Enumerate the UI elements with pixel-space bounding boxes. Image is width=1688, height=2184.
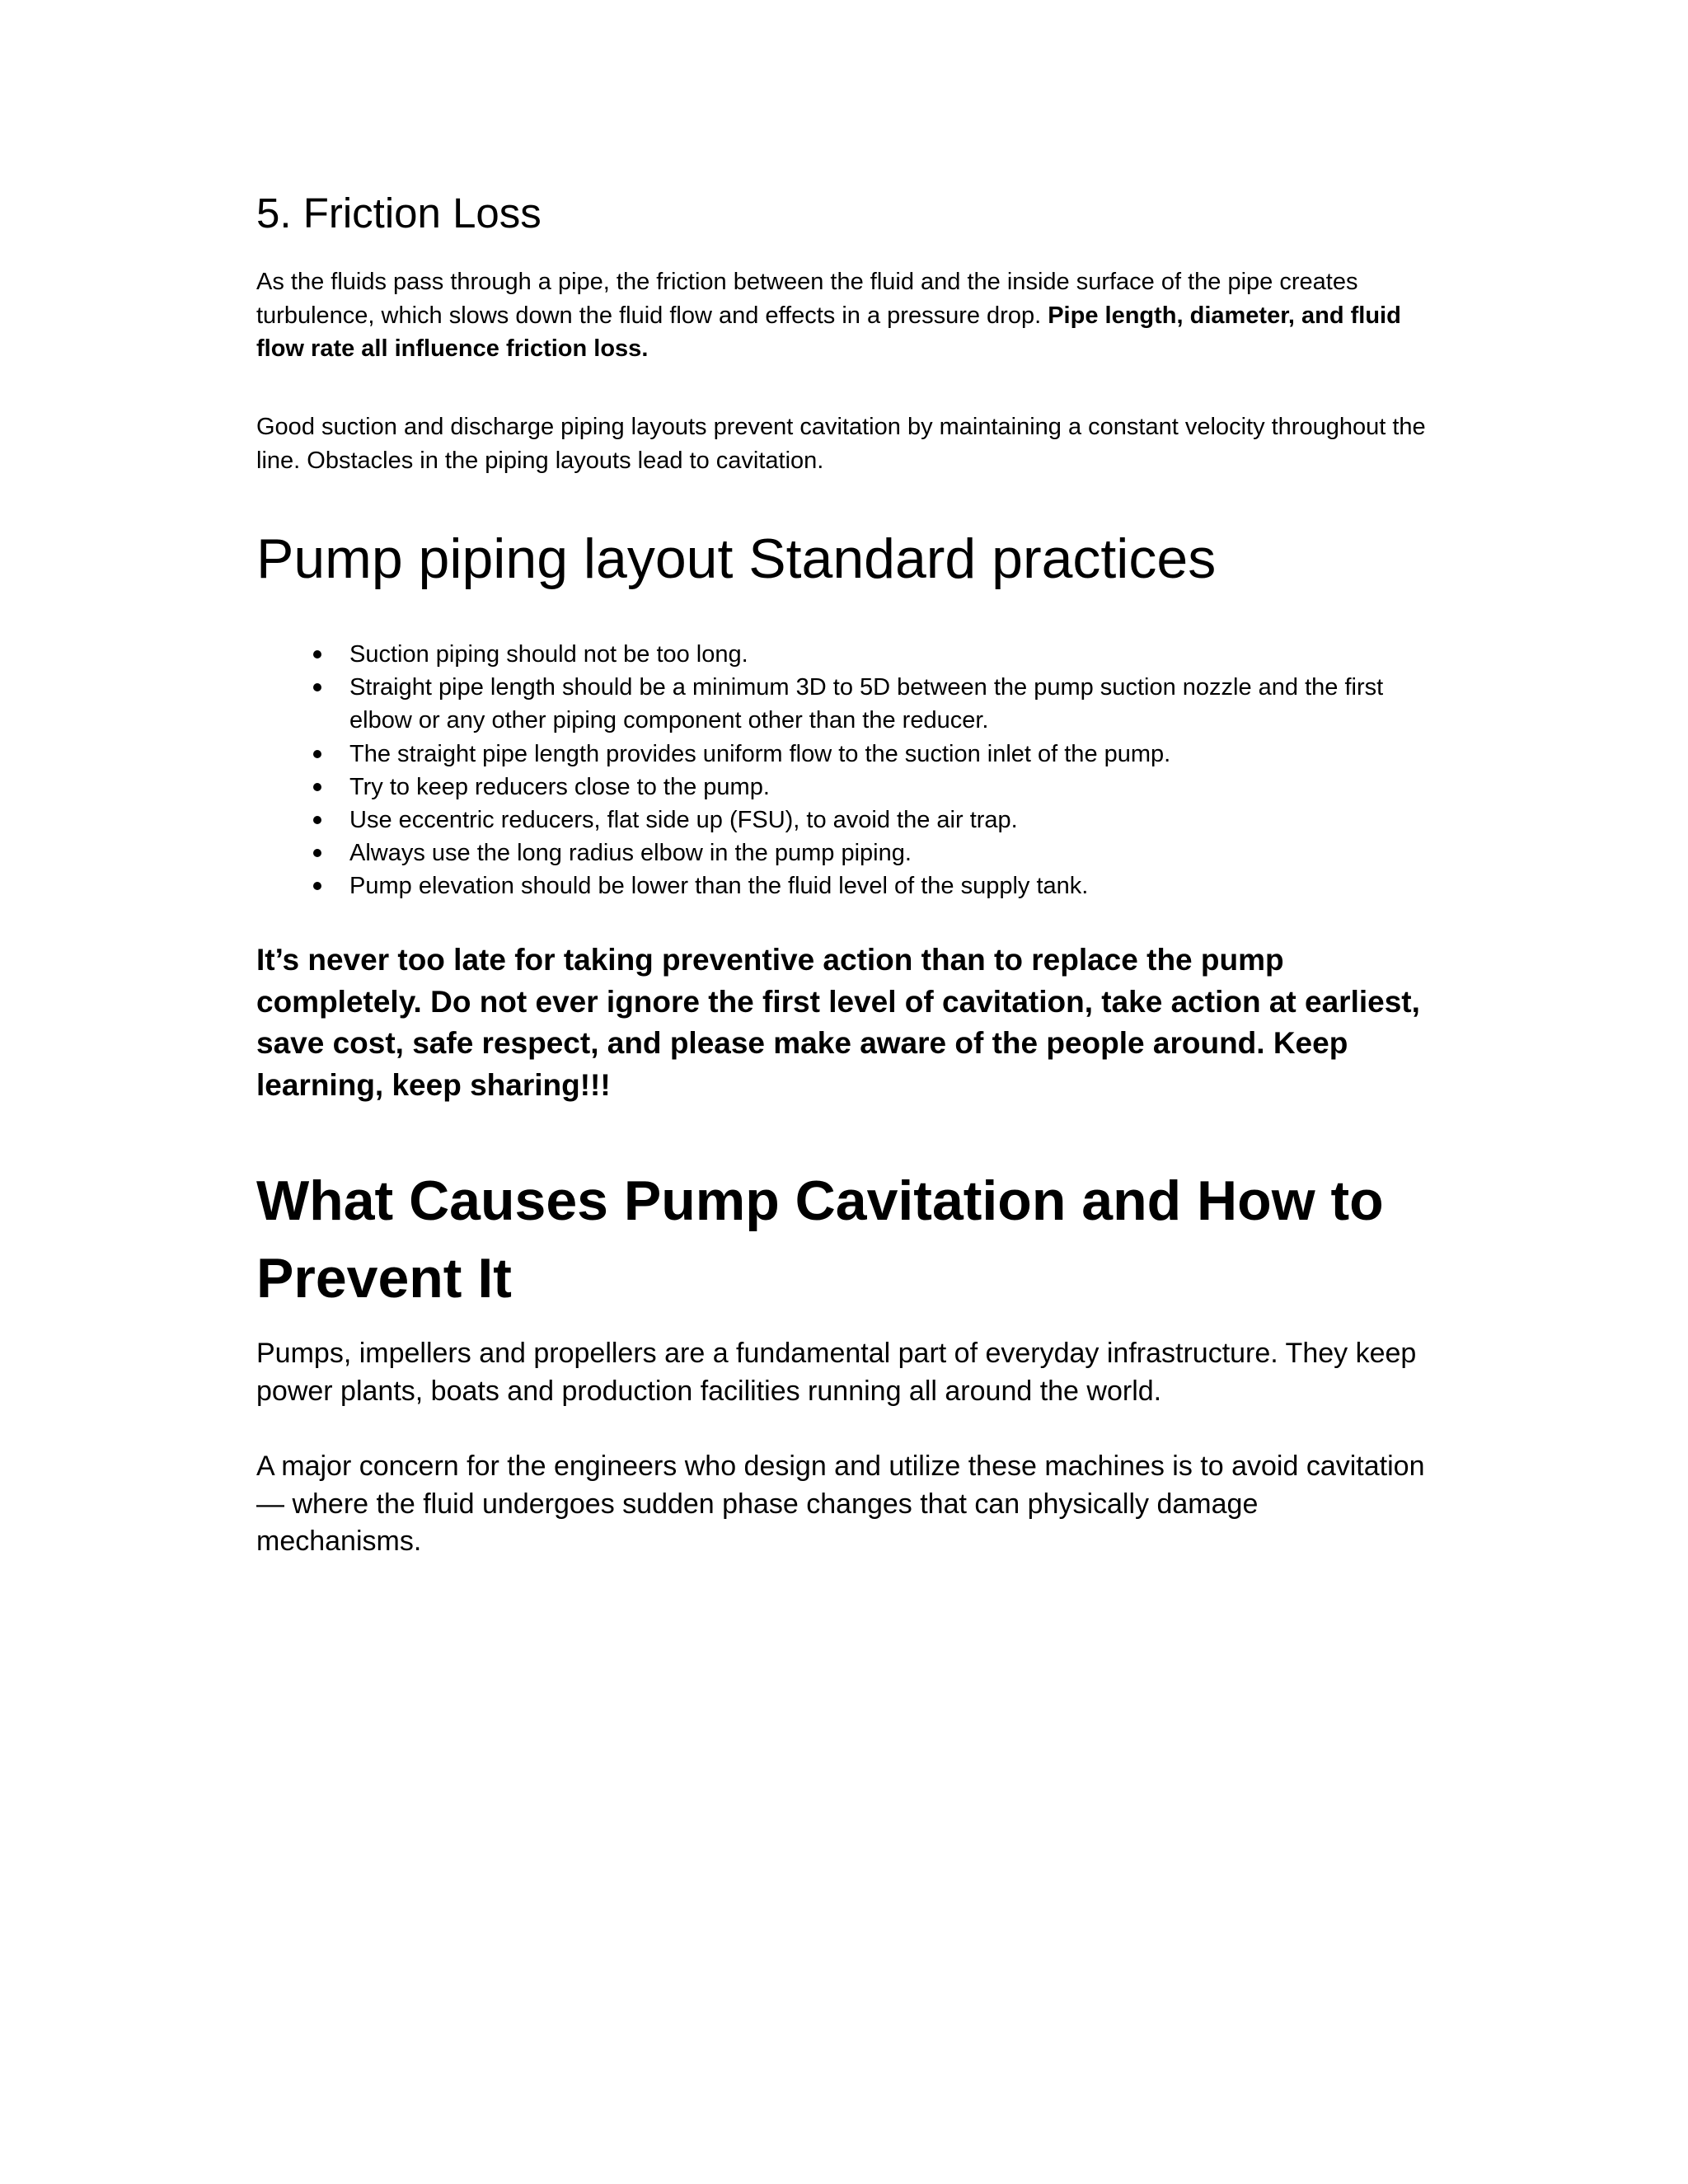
list-item xyxy=(256,804,1427,837)
list-item-text: The straight pipe length provides uniform flow to the suction inlet of the pump. xyxy=(349,740,1171,767)
practices-bullet-list xyxy=(256,638,1427,903)
bullet-icon xyxy=(313,816,321,824)
cavitation-concern-paragraph: A major concern for the engineers who design and utilize these machines is to avoid cavitation — where the fluid undergoes sudden phase changes that can physically damage mechanisms. xyxy=(256,1451,1425,1557)
list-item xyxy=(256,671,1427,737)
friction-loss-text: As the fluids pass through a pipe, the friction between the fluid and the inside surface of the pipe creates turbulence, which slows down the fluid flow and effects in a pressure drop. xyxy=(256,269,1358,329)
list-item-text: Pump elevation should be lower than the fluid level of the supply tank. xyxy=(349,873,1089,900)
list-item xyxy=(256,738,1427,771)
piping-layout-paragraph: Good suction and discharge piping layouts prevent cavitation by maintaining a constant velocity throughout the line. Obstacles in the piping layouts lead to cavitation. xyxy=(256,414,1426,474)
bullet-icon xyxy=(313,683,321,691)
standard-practices-heading: Pump piping layout Standard practices xyxy=(256,527,1217,590)
list-item xyxy=(256,771,1427,804)
list-item-text: Suction piping should not be too long. xyxy=(349,641,748,668)
list-item-text: Use eccentric reducers, flat side up (FSU), to avoid the air trap. xyxy=(349,807,1018,834)
list-item xyxy=(256,869,1427,902)
pumps-intro-paragraph: Pumps, impellers and propellers are a fundamental part of everyday infrastructure. They keep power plants, boats and production facilities running all around the world. xyxy=(256,1338,1417,1407)
friction-loss-paragraph xyxy=(256,265,1427,366)
closing-statement: It’s never too late for taking preventive action than to replace the pump completely. Do not ever ignore the first level of cavitation, take action at earliest, save cost, safe respect, and please make aware of the people around. Keep learning, keep sharing!!! xyxy=(256,943,1420,1102)
bullet-icon xyxy=(313,882,321,890)
bullet-icon xyxy=(313,750,321,758)
friction-loss-heading: 5. Friction Loss xyxy=(256,190,542,237)
bullet-icon xyxy=(313,650,321,658)
bullet-icon xyxy=(313,783,321,791)
list-item-text: Straight pipe length should be a minimum 3D to 5D between the pump suction nozzle and the first elbow or any other piping component other than the reducer. xyxy=(349,674,1384,734)
cavitation-causes-heading: What Causes Pump Cavitation and How to Prevent It xyxy=(256,1169,1384,1310)
list-item xyxy=(256,638,1427,671)
list-item xyxy=(256,837,1427,869)
list-item-text: Try to keep reducers close to the pump. xyxy=(349,773,770,800)
list-item-text: Always use the long radius elbow in the pump piping. xyxy=(349,840,912,867)
bullet-icon xyxy=(313,849,321,857)
friction-loss-bold-text: Pipe length, diameter, and fluid flow rate all influence friction loss. xyxy=(256,302,1401,362)
